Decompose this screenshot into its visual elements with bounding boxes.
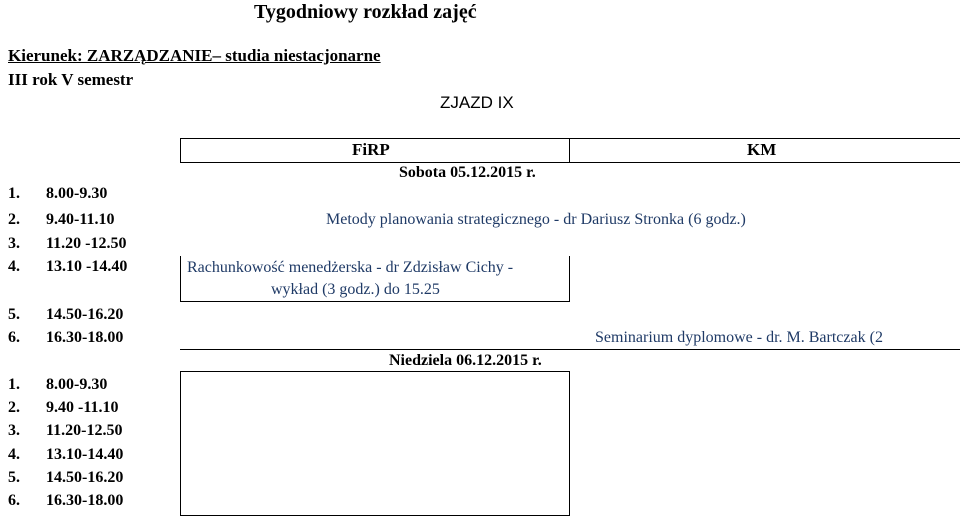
zjazd-label: ZJAZD IX [440, 93, 514, 112]
slot-row: 5. 14.50-16.20 [8, 469, 124, 486]
grid-line [180, 371, 570, 372]
rok-label: III rok V semestr [8, 70, 134, 89]
grid-line [569, 256, 570, 301]
grid-line [569, 138, 570, 162]
column-header-km: KM [747, 140, 777, 159]
grid-line [180, 371, 181, 516]
slot-row: 1. 8.00-9.30 [8, 376, 108, 393]
sunday-label: Niedziela 06.12.2015 r. [389, 352, 542, 369]
slot-row: 2. 9.40 -11.10 [8, 399, 119, 416]
grid-line [180, 138, 181, 162]
slot-row: 4. 13.10-14.40 [8, 446, 124, 463]
slot-row: 1. 8.00-9.30 [8, 185, 108, 202]
event-seminarium: Seminarium dyplomowe - dr. M. Bartczak (2 [595, 329, 883, 346]
saturday-label: Sobota 05.12.2015 r. [399, 164, 536, 181]
grid-line [569, 371, 570, 516]
grid-line [180, 162, 960, 163]
grid-line [180, 138, 960, 139]
slot-row: 4. 13.10 -14.40 [8, 258, 128, 275]
grid-line [180, 256, 181, 301]
slot-row: 2. 9.40-11.10 [8, 211, 115, 228]
event-rachunkowosc-detail: wykład (3 godz.) do 15.25 [271, 281, 440, 298]
grid-line [180, 301, 570, 302]
page-title: Tygodniowy rozkład zajęć [254, 1, 477, 23]
kierunek-label: Kierunek: ZARZĄDZANIE– studia niestacjonarne [8, 46, 381, 65]
slot-row: 3. 11.20 -12.50 [8, 235, 127, 252]
slot-row: 5. 14.50-16.20 [8, 306, 124, 323]
event-metody: Metody planowania strategicznego - dr Dariusz Stronka (6 godz.) [326, 211, 746, 228]
slot-row: 3. 11.20-12.50 [8, 422, 123, 439]
event-rachunkowosc: Rachunkowość menedżerska - dr Zdzisław Cichy - [187, 259, 514, 276]
grid-line [180, 349, 960, 350]
slot-row: 6. 16.30-18.00 [8, 329, 124, 346]
column-header-firp: FiRP [352, 140, 390, 159]
slot-row: 6. 16.30-18.00 [8, 492, 124, 509]
